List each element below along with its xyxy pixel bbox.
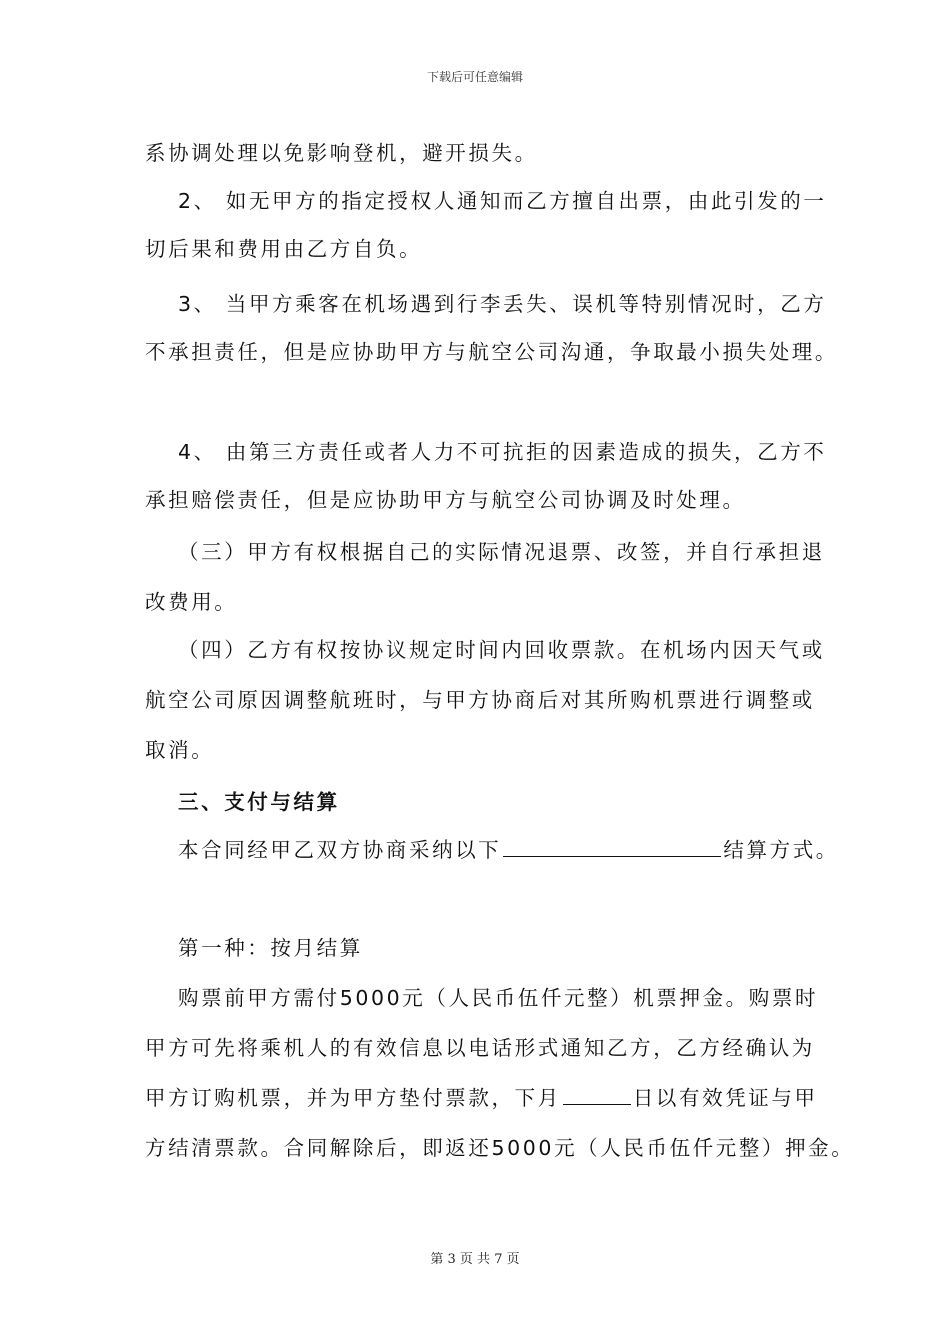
deposit-line-4: 方结清票款。合同解除后，即返还5000元（人民币伍仟元整）押金。 — [145, 1136, 855, 1160]
section-heading: 三、支付与结算 — [178, 790, 340, 814]
deposit-line-3 — [145, 1084, 818, 1112]
clause-4-line-2: 承担赔偿责任，但是应协助甲方与航空公司协调及时处理。 — [145, 488, 746, 512]
settlement-text-before: 本合同经甲乙双方协商采纳以下 — [178, 838, 502, 862]
item-4-line-2: 航空公司原因调整航班时，与甲方协商后对其所购机票进行调整或 — [145, 688, 815, 712]
settlement-day-blank[interactable] — [563, 1084, 631, 1105]
item-4-line-1: （四）乙方有权按协议规定时间内回收票款。在机场内因天气或 — [178, 638, 825, 662]
option-one-title: 第一种：按月结算 — [178, 936, 363, 960]
item-3-line-1: （三）甲方有权根据自己的实际情况退票、改签，并自行承担退 — [178, 540, 825, 564]
page-footer: 第 3 页 共 7 页 — [430, 1252, 520, 1267]
clause-3-line-2: 不承担责任，但是应协助甲方与航空公司沟通，争取最小损失处理。 — [145, 340, 838, 364]
deposit-text-before: 甲方订购机票，并为甲方垫付票款，下月 — [145, 1086, 561, 1110]
item-3-line-2: 改费用。 — [145, 590, 238, 614]
deposit-text-after: 日以有效凭证与甲 — [632, 1086, 818, 1110]
deposit-line-2: 甲方可先将乘机人的有效信息以电话形式通知乙方，乙方经确认为 — [145, 1036, 815, 1060]
settlement-method-line — [178, 836, 839, 864]
clause-2-line-2: 切后果和费用由乙方自负。 — [145, 237, 423, 261]
settlement-method-blank[interactable] — [503, 836, 721, 857]
page-header: 下载后可任意编辑 — [426, 70, 523, 84]
item-4-line-3: 取消。 — [145, 738, 215, 762]
paragraph-line: 系协调处理以免影响登机，避开损失。 — [145, 141, 538, 165]
clause-3-line-1: 3、 当甲方乘客在机场遇到行李丢失、误机等特别情况时，乙方 — [178, 292, 827, 316]
clause-2-line-1: 2、 如无甲方的指定授权人通知而乙方擅自出票，由此引发的一 — [178, 189, 827, 213]
settlement-text-after: 结算方式。 — [723, 838, 839, 862]
deposit-line-1: 购票前甲方需付5000元（人民币伍仟元整）机票押金。购票时 — [178, 986, 819, 1010]
clause-4-line-1: 4、 由第三方责任或者人力不可抗拒的因素造成的损失，乙方不 — [178, 440, 827, 464]
